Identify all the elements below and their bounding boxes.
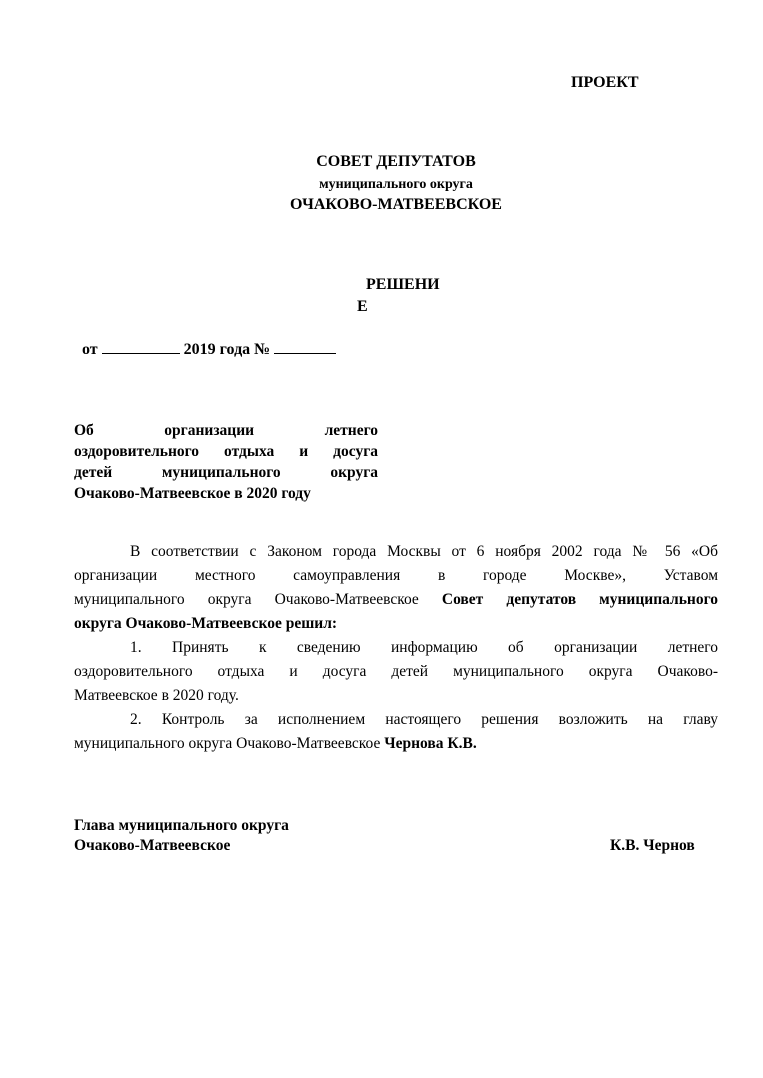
body-bold-text: Совет депутатов муниципального xyxy=(441,591,718,608)
subject-line: оздоровительного отдыха и досуга xyxy=(74,443,378,460)
decision-body xyxy=(74,540,718,756)
body-text: муниципального округа Очаково-Матвеевское xyxy=(74,591,442,608)
council-district: ОЧАКОВО-МАТВЕЕВСКОЕ xyxy=(290,196,502,213)
body-line xyxy=(74,588,718,612)
body-line: Матвеевское в 2020 году. xyxy=(74,687,239,704)
body-bold-text: Чернова К.В. xyxy=(384,735,477,752)
body-line: оздоровительного отдыха и досуга детей муниципального округа Очаково- xyxy=(74,663,718,680)
council-subtitle: муниципального округа xyxy=(319,177,473,192)
body-line: округа Очаково-Матвеевское решил: xyxy=(74,615,338,632)
project-stamp: ПРОЕКТ xyxy=(571,74,639,91)
subject-line: Об организации летнего xyxy=(74,422,378,439)
decision-title-line1: РЕШЕНИ xyxy=(366,276,440,293)
decision-dateline xyxy=(82,339,336,359)
subject-line: детей муниципального округа xyxy=(74,464,378,481)
body-line: 2. Контроль за исполнением настоящего решения возложить на главу xyxy=(130,711,718,728)
signature-title-line2: Очаково-Матвеевское xyxy=(74,837,231,854)
signature-name: К.В. Чернов xyxy=(610,837,695,854)
body-line: 1. Принять к сведению информацию об организации летнего xyxy=(130,639,718,656)
body-line: В соответствии с Законом города Москвы от 6 ноября 2002 года № 56 «Об xyxy=(130,543,718,560)
signature-title-line1: Глава муниципального округа xyxy=(74,817,289,834)
decision-subject xyxy=(74,420,378,504)
number-blank xyxy=(274,339,336,354)
date-blank xyxy=(102,339,180,354)
dateline-from: от xyxy=(82,341,98,358)
body-line: организации местного самоуправления в городе Москве», Уставом xyxy=(74,567,718,584)
decision-title-line2: Е xyxy=(357,298,368,315)
body-line xyxy=(74,732,718,756)
subject-line: Очаково-Матвеевское в 2020 году xyxy=(74,485,311,502)
council-name: СОВЕТ ДЕПУТАТОВ xyxy=(316,153,476,170)
body-text: муниципального округа Очаково-Матвеевское xyxy=(74,735,385,752)
dateline-year: 2019 года № xyxy=(183,341,271,358)
